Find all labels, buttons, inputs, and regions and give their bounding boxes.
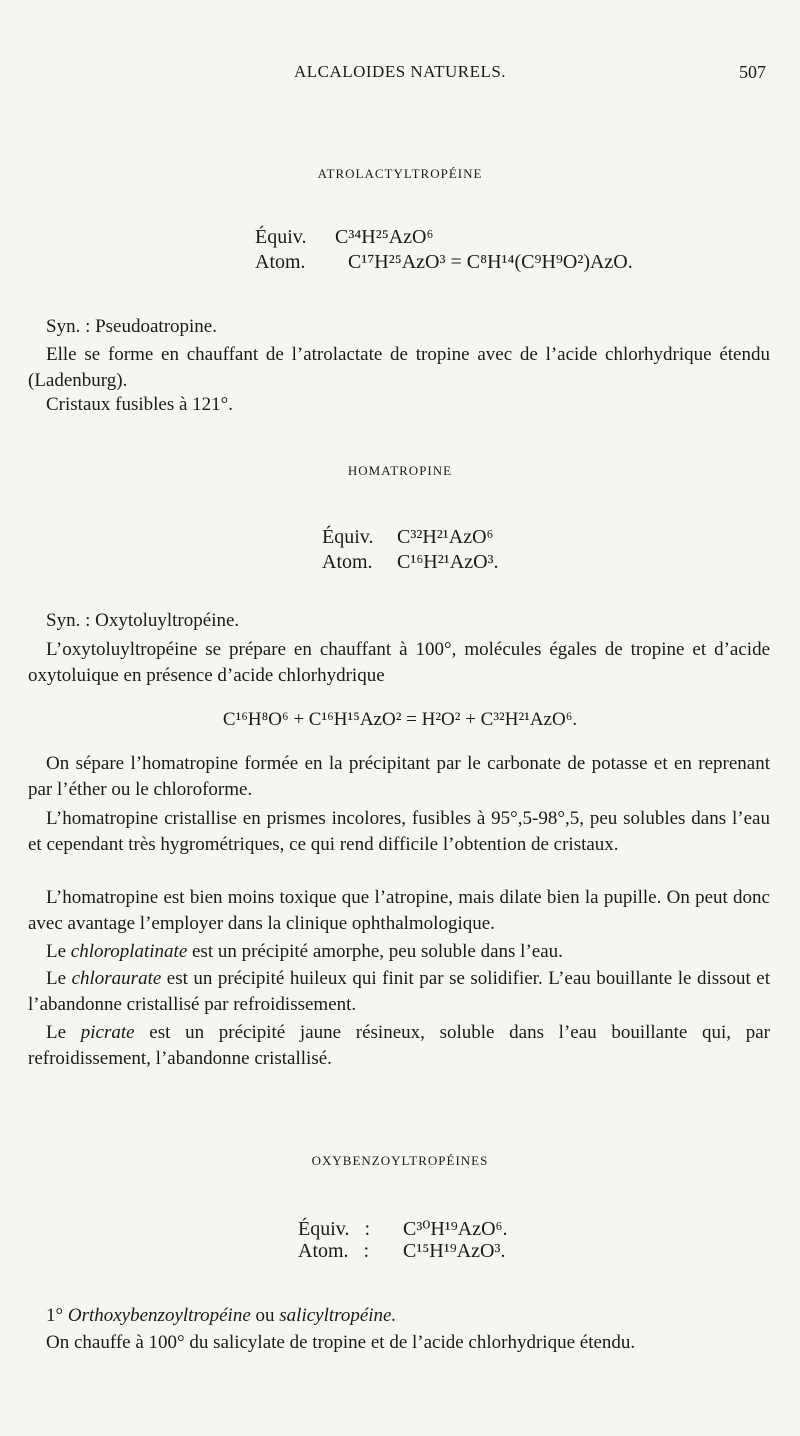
equiv-formula-line [255, 226, 433, 249]
paragraph [28, 751, 770, 802]
equiv-formula-line [298, 1216, 508, 1241]
atom-label: Atom. [255, 251, 306, 273]
paragraph [28, 342, 770, 393]
reaction-equation: C¹⁶H⁸O⁶ + C¹⁶H¹⁵AzO² = H²O² + C³²H²¹AzO⁶. [222, 709, 578, 730]
term: Orthoxybenzoyltropéine [67, 1305, 251, 1326]
atom-formula: C¹⁷H²⁵AzO³ = C⁸H¹⁴(C⁹H⁹O²)AzO. [348, 251, 633, 273]
synonym-line: Syn. : Pseudoatropine. [46, 316, 217, 337]
item-number: 1° [46, 1305, 64, 1326]
equiv-label: Équiv. [255, 226, 307, 248]
synonym-line: Syn. : Oxytoluyltropéine. [46, 610, 240, 631]
atom-formula: C¹⁵H¹⁹AzO³. [403, 1240, 506, 1262]
atom-formula: C¹⁶H²¹AzO³. [397, 551, 499, 573]
section-heading-atrolactyltropeine: ATROLACTYLTROPÉINE [317, 166, 483, 181]
paragraph [28, 1020, 770, 1071]
paragraph [28, 806, 770, 857]
atom-label: Atom. [322, 551, 373, 573]
atom-formula-line [322, 551, 499, 574]
equiv-formula: C³⁴H²⁵AzO⁶ [335, 226, 434, 248]
equiv-label: Équiv. [322, 526, 374, 548]
page-number: 507 [739, 62, 766, 82]
running-header [0, 58, 800, 88]
running-title: ALCALOIDES NATURELS. [293, 62, 507, 81]
melting-point-line: Cristaux fusibles à 121°. [46, 394, 234, 415]
text: Le [46, 1022, 67, 1043]
paragraph [28, 966, 770, 1017]
equiv-formula: C³⁰H¹⁹AzO⁶. [403, 1218, 508, 1240]
section-heading-oxybenzoyltropeines: OXYBENZOYLTROPÉINES [311, 1153, 489, 1168]
section-heading-homatropine: HOMATROPINE [347, 463, 453, 478]
equiv-formula-line [322, 526, 494, 549]
term: picrate [80, 1022, 135, 1043]
text: est un précipité amorphe, peu soluble dans l’eau. [192, 941, 563, 962]
paragraph-text: L’homatropine est bien moins toxique que l’atropine, mais dilate bien la pupille. On peut donc avec avantage l’employer dans la clinique ophthalmologique. [28, 887, 770, 934]
paragraph [28, 939, 770, 965]
text: est un précipité jaune résineux, soluble dans l’eau bouillante qui, par refroidissement, l’abandonne cristallisé. [28, 1022, 771, 1069]
text: Le [46, 968, 67, 989]
paragraph-text: Elle se forme en chauffant de l’atrolactate de tropine avec de l’acide chlorhydrique étendu (Ladenburg). [28, 344, 770, 391]
term: chloroplatinate [70, 941, 188, 962]
paragraph-text: L’oxytoluyltropéine se prépare en chauffant à 100°, molécules égales de tropine et d’acide oxytoluique en présence d’acide chlorhydrique [28, 639, 770, 686]
atom-formula-line [298, 1240, 505, 1263]
equiv-label: Équiv. : [298, 1218, 371, 1240]
paragraph: On chauffe à 100° du salicylate de tropine et de l’acide chlorhydrique étendu. [46, 1332, 636, 1353]
term: salicyltropéine. [279, 1305, 397, 1326]
atom-label: Atom. : [298, 1240, 370, 1262]
text: est un précipité huileux qui finit par se solidifier. L’eau bouillante le dissout et l’abandonne cristallisé par refroidissement. [28, 968, 771, 1015]
paragraph-text: L’homatropine cristallise en prismes incolores, fusibles à 95°,5-98°,5, peu solubles dans l’eau et cependant très hygrométriques, ce qui rend difficile l’obtention de cristaux. [28, 808, 770, 855]
paragraph [28, 885, 770, 936]
atom-formula-line [255, 251, 633, 274]
text: Le [46, 941, 67, 962]
term: chloraurate [71, 968, 162, 989]
equiv-formula: C³²H²¹AzO⁶ [397, 526, 494, 548]
paragraph-text: On sépare l’homatropine formée en la précipitant par le carbonate de potasse et en reprenant par l’éther ou le chloroforme. [28, 753, 770, 800]
numbered-item-heading [46, 1305, 396, 1327]
paragraph [28, 637, 770, 688]
text: ou [255, 1305, 275, 1326]
